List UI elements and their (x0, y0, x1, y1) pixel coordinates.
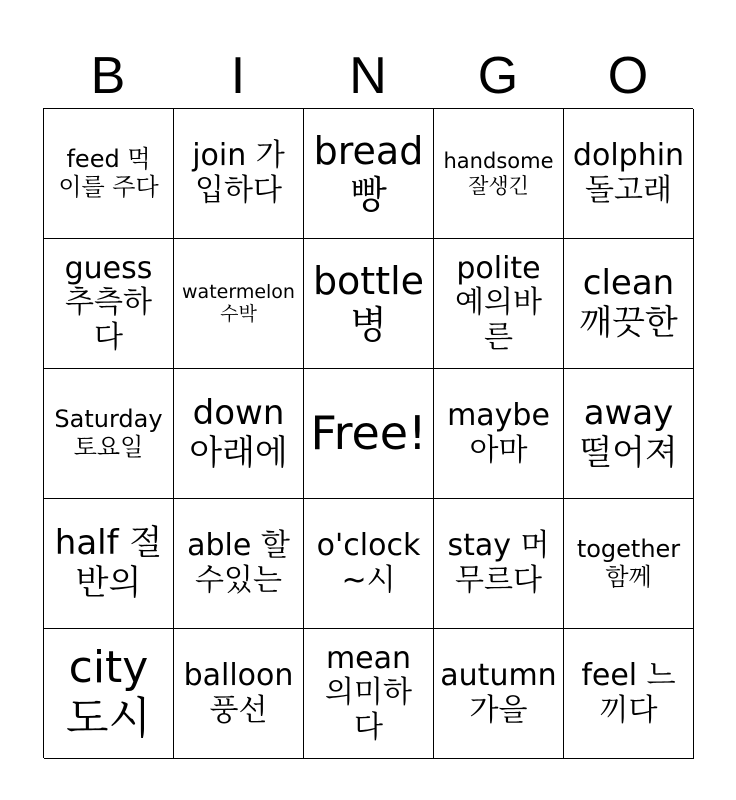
bingo-cell[interactable] (304, 629, 434, 759)
cell-text: feel 느끼다 (581, 658, 676, 728)
bingo-cell[interactable] (304, 239, 434, 369)
header-letter-n: N (349, 47, 387, 105)
cell-text: clean 깨끗한 (579, 263, 678, 343)
bingo-card-grid (43, 108, 693, 758)
bingo-cell[interactable] (434, 369, 564, 499)
cell-text: dolphin 돌고래 (572, 138, 685, 208)
cell-text: stay 머무르다 (447, 528, 550, 598)
cell-text: away 떨어져 (579, 393, 678, 473)
header-letter-g: G (477, 47, 519, 105)
header-letter-b: B (90, 47, 126, 105)
header-letter-o: O (607, 47, 649, 105)
bingo-cell[interactable] (174, 239, 304, 369)
cell-text: mean 의미하다 (325, 640, 412, 745)
cell-text: balloon 풍선 (183, 658, 294, 728)
header-letter-i: I (230, 47, 246, 105)
bingo-cell[interactable] (304, 109, 434, 239)
bingo-cell[interactable] (44, 629, 174, 759)
cell-text: bread 빵 (313, 128, 424, 217)
cell-text: Saturday 토요일 (54, 404, 163, 461)
cell-text: able 할 수있는 (187, 528, 290, 598)
cell-text: feed 먹이를 주다 (58, 144, 159, 201)
bingo-cell[interactable] (564, 369, 694, 499)
bingo-cell[interactable] (44, 109, 174, 239)
cell-text: Free! (310, 406, 427, 461)
bingo-cell[interactable] (44, 369, 174, 499)
cell-text: join 가입하다 (192, 138, 285, 208)
cell-text: together 함께 (576, 534, 681, 591)
bingo-cell[interactable] (564, 239, 694, 369)
cell-text: guess 추측하다 (64, 250, 153, 355)
cell-text: down 아래에 (189, 393, 288, 473)
bingo-cell[interactable] (44, 239, 174, 369)
bingo-cell[interactable] (44, 499, 174, 629)
bingo-cell[interactable] (434, 239, 564, 369)
cell-text: autumn 가을 (440, 658, 557, 728)
cell-text: polite 예의바른 (455, 250, 542, 355)
bingo-cell[interactable] (434, 499, 564, 629)
bingo-cell[interactable] (174, 499, 304, 629)
cell-text: maybe 아마 (447, 398, 550, 468)
cell-text: o'clock ~시 (316, 528, 421, 598)
bingo-header (43, 44, 693, 108)
bingo-cell[interactable] (564, 629, 694, 759)
bingo-cell[interactable] (434, 629, 564, 759)
bingo-cell[interactable] (564, 109, 694, 239)
cell-text: handsome 잘생긴 (443, 149, 554, 198)
bingo-cell[interactable] (174, 369, 304, 499)
bingo-cell[interactable] (304, 499, 434, 629)
free-space[interactable] (304, 369, 434, 499)
bingo-cell[interactable] (564, 499, 694, 629)
bingo-cell[interactable] (174, 109, 304, 239)
cell-text: bottle 병 (312, 258, 425, 347)
bingo-cell[interactable] (434, 109, 564, 239)
cell-text: city 도시 (65, 641, 151, 744)
bingo-cell[interactable] (174, 629, 304, 759)
cell-text: watermelon 수박 (182, 280, 295, 325)
cell-text: half 절반의 (54, 523, 163, 603)
